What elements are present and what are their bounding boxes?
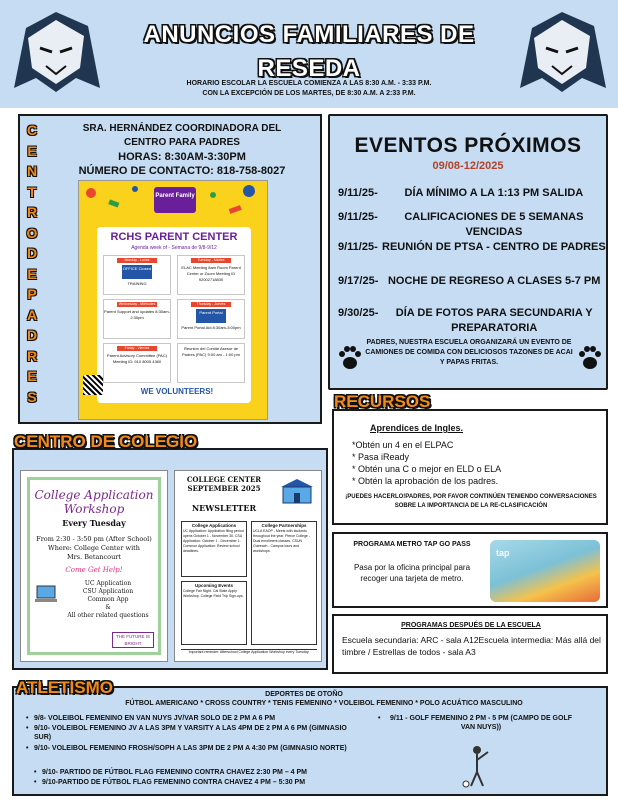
workshop-time-line-1: From 2:30 - 3:50 pm (After School) <box>36 535 152 543</box>
application-item: UC Application <box>84 580 132 587</box>
vertical-letter: R <box>26 347 38 364</box>
laptop-icon <box>34 582 58 606</box>
vertical-letter: E <box>27 142 37 159</box>
event-description: REUNIÓN DE PTSA - CENTRO DE PADRES <box>382 241 606 253</box>
athletics-panel <box>12 686 608 796</box>
event-item <box>338 240 606 255</box>
agenda-text: TRAINING <box>127 281 147 286</box>
newsletter-footer: Important reminder: Afterschool College Application Workshop every Tuesday. <box>181 649 317 655</box>
paw-print-icon <box>576 344 604 372</box>
reclassification-list <box>352 439 501 487</box>
agenda-cell <box>177 343 245 383</box>
title-line-1: ANUNCIOS FAMILIARES DE <box>143 21 475 48</box>
coordinator-line-1: SRA. HERNÁNDEZ COORDINADORA DEL <box>82 123 282 134</box>
athletics-item: • 9/10- VOLEIBOL FEMENINO JV A LAS 3PM Y VARSITY A LAS 4PM DE 2 PM A 6 PM (GIMNASIO SUR) <box>34 724 364 742</box>
contact-number: NÚMERO DE CONTACTO: 818-758-8027 <box>78 165 286 177</box>
agenda-day-tag: Monday - Lunes <box>117 258 157 263</box>
event-date: 9/17/25- <box>338 275 379 287</box>
agenda-cell <box>177 299 245 339</box>
newsletter-box-title: Upcoming Events <box>194 583 233 588</box>
after-school-panel <box>332 614 608 674</box>
workshop-time <box>32 535 156 562</box>
school-building-icon <box>279 477 315 505</box>
metro-tap-title: PROGRAMA METRO TAP GO PASS <box>353 541 471 548</box>
event-description: DÍA MÍNIMO A LA 1:13 PM SALIDA <box>404 187 584 199</box>
agenda-day-tag: Wednesday - Miércoles <box>118 302 156 306</box>
agenda-text: Parent Support and updates 8:30am-2:30pm <box>104 309 170 320</box>
lion-mascot-icon <box>512 8 612 96</box>
future-bright-badge: THE FUTURE IS BRIGHT <box>112 632 154 648</box>
vertical-letter: D <box>26 245 38 261</box>
agenda-text: Parent Portal Aid 8:30am-3:00pm <box>181 325 241 330</box>
workshop-applications <box>60 580 156 620</box>
reclassification-note: ¡PUEDES HACERLO!PADRES, POR FAVOR CONTINÚEN TENIENDO CONVERSACIONES SOBRE LA IMPORTANCIA DE LA RE-CLASIFICACIÓN <box>345 494 597 509</box>
event-item <box>338 210 606 240</box>
workshop-help: Come Get Help! <box>65 566 123 574</box>
vertical-letter: N <box>26 163 38 179</box>
agenda-text: Reunión del Comité Asesor de Padres (PAC) 9:00 am - 1:00 pm <box>182 346 240 357</box>
event-item <box>338 186 606 201</box>
workshop-title-line-1: College Application <box>34 488 154 502</box>
parent-center-panel <box>18 114 322 424</box>
metro-tap-description: Pasa por la oficina principal para recoger una tarjeta de metro. <box>353 563 471 583</box>
event-description: NOCHE DE REGRESO A CLASES 5-7 PM <box>387 275 601 287</box>
agenda-cell <box>103 299 171 339</box>
newsletter-subtitle: NEWSLETTER <box>191 503 257 513</box>
events-title: EVENTOS PRÓXIMOS <box>354 134 582 157</box>
event-description: CALIFICACIONES DE 5 SEMANAS VENCIDAS <box>404 211 584 238</box>
event-date: 9/30/25- <box>338 307 379 319</box>
parent-center-flyer <box>78 180 268 420</box>
agenda-text: ELAC Meeting 8am Room Parent Center or Zoom Meeting ID 92002718830 <box>181 265 241 282</box>
flyer-title: RCHS PARENT CENTER <box>110 231 238 243</box>
event-date: 9/11/25- <box>338 211 378 223</box>
athletics-item-golf: • 9/11 - GOLF FEMENINO 2 PM - 5 PM (CAMPO DE GOLF VAN NUYS)) <box>386 714 576 732</box>
newsletter-title-line-2: SEPTEMBER 2025 <box>187 484 261 493</box>
school-hours <box>110 79 508 99</box>
vertical-section-label <box>24 120 40 407</box>
coordinator-info <box>52 122 312 178</box>
newsletter-box-text: UC Application: Application filing period opens October 1 - November 30. CSU Application: October 1 - December 1. Common Application: Review school deadlines. <box>183 529 244 553</box>
upcoming-events-panel <box>328 114 608 390</box>
vertical-letter: S <box>27 388 37 405</box>
newsletter-title-line-1: COLLEGE CENTER <box>186 475 262 484</box>
after-school-title: PROGRAMAS DESPUÉS DE LA ESCUELA <box>401 622 541 629</box>
vertical-letter: E <box>27 265 37 282</box>
athletics-item: • 9/10- PARTIDO DE FÚTBOL FLAG FEMENINO CONTRA CHAVEZ 2:30 PM – 4 PM <box>42 768 382 777</box>
agenda-thumb: OFFICE Closed <box>122 265 152 279</box>
hours-line-1: HORARIO ESCOLAR LA ESCUELA COMIENZA A LAS 8:30 A.M. - 3:33 P.M. <box>186 80 432 87</box>
header-banner <box>0 0 618 108</box>
application-item: All other related questions <box>67 612 149 619</box>
agenda-day-tag: Thursday - Jueves <box>191 302 231 307</box>
agenda-thumb: Parent Portal <box>196 309 226 323</box>
workshop-title-line-2: Workshop <box>63 502 125 516</box>
golfer-icon <box>462 744 492 788</box>
english-learners-heading: Aprendices de Ingles. <box>370 423 464 433</box>
event-item <box>338 306 606 336</box>
vertical-letter: P <box>27 286 37 302</box>
after-school-text: Escuela secundaria: ARC - sala A12Escuela intermedia: Más allá del timbre / Estrellas de todos - sala A3 <box>342 635 601 657</box>
metro-tap-panel <box>332 532 608 608</box>
tap-logo: tap <box>496 548 510 558</box>
vertical-letter: R <box>26 204 38 220</box>
events-date-range: 09/08-12/2025 <box>432 160 504 172</box>
food-truck-announcement: PADRES, NUESTRA ESCUELA ORGANIZARÁ UN EVENTO DE CAMIONES DE COMIDA CON DELICIOSOS TAZONES DE ACAI Y PAPAS FRITAS. <box>365 339 573 366</box>
agenda-day-tag: Tuesday - Martes <box>191 258 231 263</box>
lion-mascot-icon <box>6 8 106 96</box>
newsletter-title <box>179 475 269 493</box>
application-item: Common App <box>87 596 129 603</box>
newsletter-box-title: College Applications <box>191 523 237 528</box>
college-newsletter <box>174 470 322 662</box>
vertical-letter: O <box>26 224 38 241</box>
list-item: * Obtén la aprobación de los padres. <box>352 476 499 486</box>
vertical-letter: E <box>27 368 37 384</box>
athletics-title: ATLETISMO <box>16 678 113 697</box>
workshop-time-line-3: Mrs. Betancourt <box>67 553 121 561</box>
event-item <box>338 274 606 289</box>
college-center-title: CENTRO DE COLEGIO <box>14 432 198 451</box>
title-line-2: RESEDA <box>257 55 361 82</box>
paw-print-icon <box>336 344 364 372</box>
application-item: CSU Application <box>82 588 134 595</box>
workshop-flyer-frame <box>27 477 161 655</box>
workshop-title <box>30 488 158 516</box>
event-date: 9/11/25- <box>338 187 378 199</box>
list-item: * Obtén una C o mejor en ELD o ELA <box>352 464 502 474</box>
fall-sports-heading: DEPORTES DE OTOÑO <box>265 691 343 698</box>
newsletter-box <box>251 521 317 645</box>
workshop-day: Every Tuesday <box>62 518 126 528</box>
agenda-cell <box>177 255 245 295</box>
page-title <box>110 18 508 86</box>
event-description: DÍA DE FOTOS PARA SECUNDARIA Y PREPARATORIA <box>395 307 593 334</box>
newsletter-box-text: College Fair Night. Cal State Apply Workshop. College Field Trip Sign-ups. <box>183 589 244 598</box>
newsletter-box <box>181 581 247 645</box>
newsletter-box-text: UCLA EAOP - Meets with students throughout the year. Pierce College - Dual enrollment classes. CSUN Outreach - Campus tours and workshops. <box>253 529 311 553</box>
athletics-item: • 9/10- VOLEIBOL FEMENINO FROSH/SOPH A LAS 3PM DE 2 PM A 4:30 PM (GIMNASIO NORTE) <box>34 744 394 753</box>
list-item: * Pasa iReady <box>352 452 410 462</box>
agenda-cell <box>103 343 171 383</box>
resources-title: RECURSOS <box>334 392 431 411</box>
vertical-letter: C <box>26 122 38 138</box>
hours-line-2: CON LA EXCEPCIÓN DE LOS MARTES, DE 8:30 A.M. A 2:33 P.M. <box>202 90 416 97</box>
event-date: 9/11/25- <box>338 241 378 253</box>
newsletter-box-title: College Partnerships <box>261 523 307 528</box>
athletics-item: • 9/10-PARTIDO DE FÚTBOL FLAG FEMENINO CONTRA CHAVEZ 4 PM – 5:30 PM <box>42 778 382 787</box>
workshop-flyer <box>20 470 168 662</box>
workshop-time-line-2: Where: College Center with <box>48 544 140 552</box>
coordinator-line-2: CENTRO PARA PADRES <box>124 137 240 148</box>
flyer-agenda-card <box>97 227 251 403</box>
athletics-item: • 9/8- VOLEIBOL FEMENINO EN VAN NUYS JV/VAR SOLO DE 2 PM A 6 PM <box>34 714 374 723</box>
parent-family-logo: Parent Family <box>154 187 196 213</box>
newsletter-box <box>181 521 247 577</box>
flyer-subtitle: Agenda week of - Semana de 9/8-9/12 <box>131 245 217 251</box>
agenda-day-tag: Friday - Viernes <box>117 346 157 351</box>
agenda-cell <box>103 255 171 295</box>
center-hours: HORAS: 8:30AM-3:30PM <box>118 151 246 163</box>
fall-sports-list: FÚTBOL AMERICANO * CROSS COUNTRY * TENIS FEMENINO * VOLEIBOL FEMENINO * POLO ACUÁTICO MASCULINO <box>125 700 523 707</box>
resources-panel <box>332 409 608 525</box>
list-item: *Obtén un 4 en el ELPAC <box>352 440 454 450</box>
agenda-text: Parent Advisory Committee (PAC) Meeting ID: 910 8005 4360 <box>106 353 168 364</box>
college-center-panel <box>12 448 328 670</box>
vertical-letter: T <box>27 183 37 200</box>
vertical-letter: D <box>26 327 38 343</box>
application-item: & <box>105 604 111 611</box>
volunteers-banner: WE VOLUNTEERS! <box>140 387 214 396</box>
vertical-letter: A <box>26 306 38 323</box>
qr-code-icon <box>83 375 103 395</box>
tap-card-image <box>490 540 600 602</box>
